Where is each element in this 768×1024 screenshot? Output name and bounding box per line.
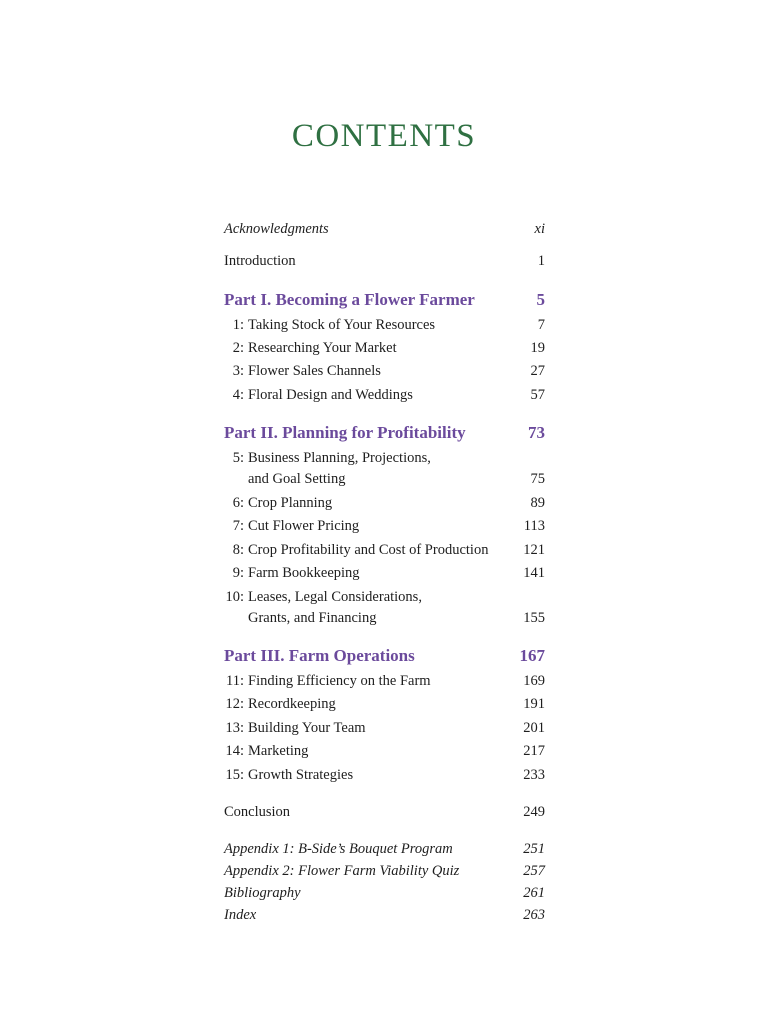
toc-chapter-page: 89 — [530, 495, 545, 511]
toc-chapter-number: 6: — [232, 495, 244, 511]
toc-chapter-title: Leases, Legal Considerations, — [248, 589, 422, 605]
toc-chapter-title: Building Your Team — [248, 720, 366, 736]
toc-chapter-number: 3: — [232, 363, 244, 379]
toc-chapter-page: 217 — [523, 743, 545, 759]
toc-chapter-5-continued[interactable] — [224, 469, 545, 489]
toc-part-page: 5 — [536, 290, 545, 309]
toc-chapter-title: Flower Sales Channels — [248, 363, 381, 379]
toc-chapter-14[interactable] — [224, 741, 545, 761]
toc-part-1[interactable] — [224, 289, 545, 311]
toc-chapter-number: 9: — [232, 565, 244, 581]
toc-entry-title: Bibliography — [224, 885, 301, 901]
toc-chapter-page: 57 — [530, 387, 545, 403]
toc-chapter-4[interactable] — [224, 385, 545, 405]
toc-chapter-10[interactable] — [224, 587, 545, 607]
toc-entry-bibliography[interactable] — [224, 883, 545, 903]
toc-chapter-number: 5: — [232, 450, 244, 466]
toc-chapter-15[interactable] — [224, 765, 545, 785]
toc-entry-title: Index — [224, 907, 257, 923]
toc-chapter-page: 141 — [523, 565, 545, 581]
toc-part-2[interactable] — [224, 422, 545, 444]
toc-chapter-page: 233 — [523, 767, 545, 783]
toc-chapter-6[interactable] — [224, 493, 545, 513]
toc-entry-title: Appendix 2: Flower Farm Viability Quiz — [224, 863, 460, 879]
toc-chapter-12[interactable] — [224, 694, 545, 714]
toc-chapter-page: 121 — [523, 542, 545, 558]
toc-entry-acknowledgments[interactable] — [224, 219, 545, 239]
toc-chapter-title: Marketing — [248, 743, 309, 759]
toc-chapter-number: 11: — [226, 673, 244, 689]
toc-chapter-13[interactable] — [224, 718, 545, 738]
toc-chapter-page: 27 — [530, 363, 545, 379]
toc-chapter-title: Floral Design and Weddings — [248, 387, 413, 403]
toc-chapter-page: 169 — [523, 673, 545, 689]
toc-chapter-number: 15: — [225, 767, 244, 783]
toc-chapter-number: 7: — [232, 518, 244, 534]
toc-chapter-title: Business Planning, Projections, — [248, 450, 431, 466]
toc-chapter-number: 12: — [225, 696, 244, 712]
toc-chapter-title-continued: Grants, and Financing — [248, 610, 377, 626]
toc-entry-appendix-2[interactable] — [224, 861, 545, 881]
toc-entry-page: 251 — [523, 841, 545, 857]
toc-chapter-2[interactable] — [224, 338, 545, 358]
toc-chapter-11[interactable] — [224, 671, 545, 691]
toc-entry-page: 1 — [537, 253, 545, 269]
toc-chapter-title: Farm Bookkeeping — [248, 565, 360, 581]
toc-chapter-title: Recordkeeping — [248, 696, 336, 712]
page-title: CONTENTS — [291, 118, 477, 154]
toc-entry-page: 261 — [523, 885, 545, 901]
toc-chapter-number: 4: — [232, 387, 244, 403]
toc-chapter-number: 2: — [232, 340, 244, 356]
toc-chapter-number: 14: — [225, 743, 244, 759]
toc-chapter-title: Cut Flower Pricing — [248, 518, 360, 534]
toc-entry-page: xi — [534, 221, 545, 237]
toc-entry-introduction[interactable] — [224, 251, 545, 271]
toc-entry-page: 257 — [523, 863, 545, 879]
toc-chapter-page: 7 — [537, 317, 545, 333]
toc-part-title: Part I. Becoming a Flower Farmer — [224, 290, 475, 309]
toc-chapter-page: 201 — [523, 720, 545, 736]
toc-entry-title: Acknowledgments — [224, 221, 329, 237]
toc-part-page: 73 — [528, 423, 545, 442]
toc-chapter-5[interactable] — [224, 448, 545, 468]
toc-chapter-page: 113 — [523, 518, 545, 534]
toc-entry-page: 263 — [523, 907, 545, 923]
toc-chapter-page: 75 — [530, 471, 545, 487]
toc-chapter-title: Finding Efficiency on the Farm — [248, 673, 431, 689]
toc-chapter-page: 19 — [530, 340, 545, 356]
toc-chapter-title: Taking Stock of Your Resources — [248, 317, 436, 333]
toc-chapter-title: Crop Profitability and Cost of Production — [248, 542, 489, 558]
toc-chapter-10-continued[interactable] — [224, 608, 545, 628]
toc-chapter-9[interactable] — [224, 563, 545, 583]
toc-chapter-number: 1: — [232, 317, 244, 333]
toc-entry-title: Introduction — [224, 253, 296, 269]
toc-part-3[interactable] — [224, 645, 545, 667]
toc-chapter-title: Researching Your Market — [248, 340, 397, 356]
toc-chapter-7[interactable] — [224, 516, 545, 536]
toc-chapter-number: 8: — [232, 542, 244, 558]
toc-chapter-number: 13: — [225, 720, 244, 736]
toc-entry-conclusion[interactable] — [224, 802, 545, 822]
toc-part-title: Part III. Farm Operations — [224, 646, 415, 665]
toc-chapter-title: Growth Strategies — [248, 767, 354, 783]
toc-chapter-3[interactable] — [224, 361, 545, 381]
toc-chapter-title: Crop Planning — [248, 495, 333, 511]
toc-entry-index[interactable] — [224, 905, 545, 925]
toc-chapter-title-continued: and Goal Setting — [248, 471, 346, 487]
toc-part-page: 167 — [519, 646, 545, 665]
toc-part-title: Part II. Planning for Profitability — [224, 423, 466, 442]
toc-entry-title: Appendix 1: B-Side’s Bouquet Program — [224, 841, 453, 857]
toc-entry-page: 249 — [523, 804, 545, 820]
toc-chapter-number: 10: — [225, 589, 244, 605]
toc-chapter-page: 191 — [523, 696, 545, 712]
toc-entry-title: Conclusion — [224, 804, 291, 820]
toc-chapter-8[interactable] — [224, 540, 545, 560]
toc-chapter-page: 155 — [523, 610, 545, 626]
toc-entry-appendix-1[interactable] — [224, 839, 545, 859]
toc-chapter-1[interactable] — [224, 315, 545, 335]
